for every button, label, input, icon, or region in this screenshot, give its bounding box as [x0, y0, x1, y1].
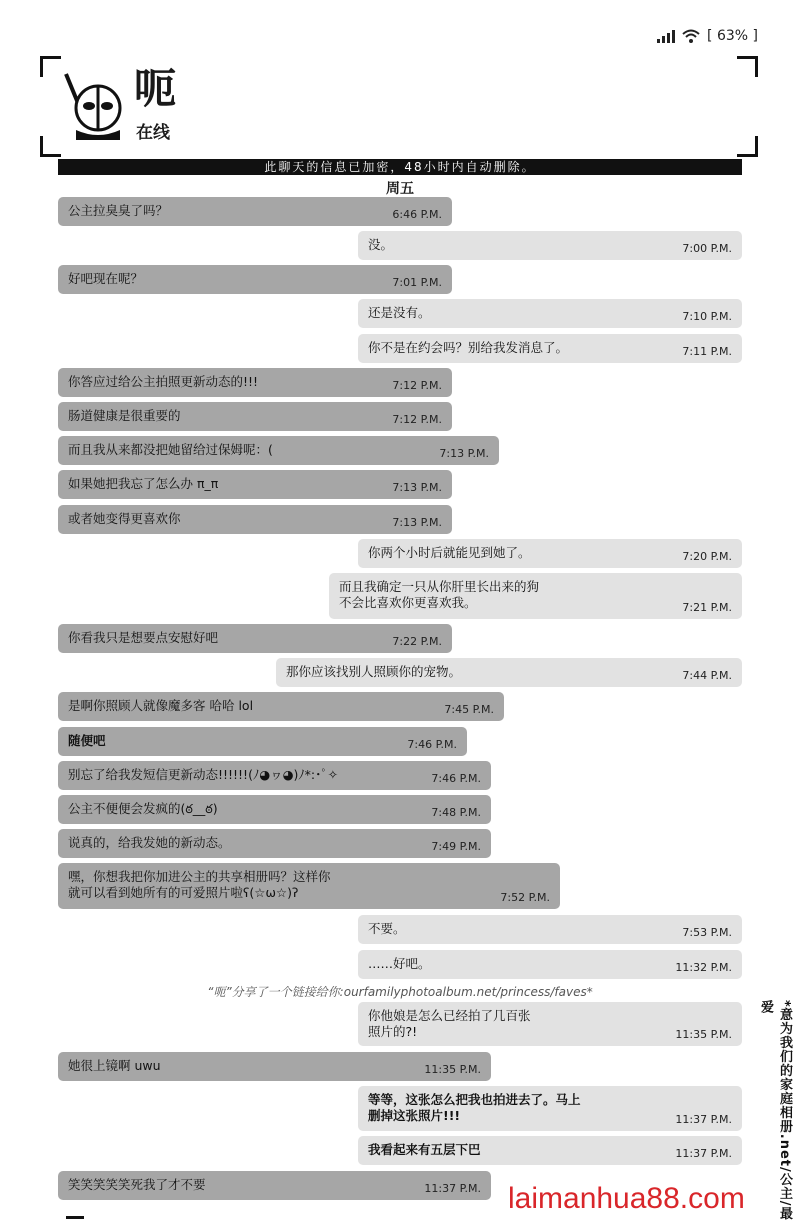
message-incoming[interactable] [58, 197, 452, 226]
message-text: 公主不便便会发疯的(ఠ__ఠ) [68, 801, 218, 816]
message-text: 不要。 [368, 921, 406, 936]
message-time: 7:13 P.M. [392, 481, 442, 494]
message-outgoing[interactable] [358, 1086, 742, 1131]
message-text: 说真的，给我发她的新动态。 [68, 835, 231, 850]
message-time: 7:12 P.M. [392, 379, 442, 392]
wifi-icon [681, 28, 701, 44]
message-time: 7:10 P.M. [682, 310, 732, 323]
message-outgoing[interactable] [358, 539, 742, 568]
message-text: 笑笑笑笑笑死我了才不要 [68, 1177, 206, 1192]
message-time: 7:20 P.M. [682, 550, 732, 563]
message-incoming[interactable] [58, 624, 452, 653]
battery-level: [ 63% ] [707, 28, 758, 44]
message-outgoing[interactable] [329, 573, 742, 619]
message-text: 好吧现在呢？ [68, 271, 144, 286]
signal-icon [657, 29, 675, 43]
message-time: 7:46 P.M. [431, 772, 481, 785]
translator-note: *意为我们的家庭相册.net/公主/最爱 [758, 1000, 792, 1221]
message-time: 7:22 P.M. [392, 635, 442, 648]
message-text: 你不是在约会吗？别给我发消息了。 [368, 340, 569, 355]
message-time: 7:46 P.M. [407, 738, 457, 751]
message-text: 等等，这张怎么把我也拍进去了。马上 删掉这张照片!!! [368, 1092, 581, 1123]
message-incoming[interactable] [58, 1052, 491, 1081]
message-text: 那你应该找别人照顾你的宠物。 [286, 664, 462, 679]
message-incoming[interactable] [58, 829, 491, 858]
message-text: 如果她把我忘了怎么办 π_π [68, 476, 219, 491]
encryption-banner: 此聊天的信息已加密，48小时内自动删除。 [58, 159, 742, 175]
message-incoming[interactable] [58, 368, 452, 397]
message-time: 7:13 P.M. [392, 516, 442, 529]
message-incoming[interactable] [58, 402, 452, 431]
message-text: 随便吧 [68, 733, 106, 748]
message-incoming[interactable] [58, 436, 499, 465]
message-time: 7:13 P.M. [439, 447, 489, 460]
frame-corner [737, 136, 758, 157]
message-text: 你看我只是想要点安慰好吧 [68, 630, 219, 645]
message-outgoing[interactable] [358, 1002, 742, 1046]
message-outgoing[interactable] [358, 915, 742, 944]
message-time: 7:52 P.M. [500, 891, 550, 904]
message-text: 她很上镜啊 uwu [68, 1058, 161, 1073]
message-text: 你答应过给公主拍照更新动态的!!! [68, 374, 259, 389]
day-label: 周五 [386, 181, 414, 197]
message-incoming[interactable] [58, 265, 452, 294]
contact-status: 在线 [136, 123, 170, 143]
message-time: 7:01 P.M. [392, 276, 442, 289]
message-text: 而且我从来都没把她留给过保姆呢：( [68, 442, 273, 457]
message-outgoing[interactable] [358, 334, 742, 363]
message-text: 我看起来有五层下巴 [368, 1142, 481, 1157]
message-time: 7:45 P.M. [444, 703, 494, 716]
message-incoming[interactable] [58, 727, 467, 756]
message-time: 7:21 P.M. [682, 601, 732, 614]
contact-name: 呃 [134, 64, 178, 113]
message-time: 11:37 P.M. [424, 1182, 481, 1195]
message-text: ……好吧。 [368, 956, 431, 971]
message-time: 7:12 P.M. [392, 413, 442, 426]
message-incoming[interactable] [58, 505, 452, 534]
message-text: 而且我确定一只从你肝里长出来的狗 不会比喜欢你更喜欢我。 [339, 579, 540, 610]
message-time: 7:11 P.M. [682, 345, 732, 358]
message-incoming[interactable] [58, 692, 504, 721]
message-time: 7:44 P.M. [682, 669, 732, 682]
message-time: 7:53 P.M. [682, 926, 732, 939]
message-text: 肠道健康是很重要的 [68, 408, 181, 423]
message-text: 或者她变得更喜欢你 [68, 511, 181, 526]
message-time: 11:35 P.M. [675, 1028, 732, 1041]
message-text: 公主拉臭臭了吗？ [68, 203, 169, 218]
message-time: 11:35 P.M. [424, 1063, 481, 1076]
message-outgoing[interactable] [358, 1136, 742, 1165]
frame-corner [737, 56, 758, 77]
status-bar [657, 28, 758, 44]
message-time: 6:46 P.M. [392, 208, 442, 221]
message-time: 11:37 P.M. [675, 1147, 732, 1160]
message-outgoing[interactable] [358, 950, 742, 979]
message-time: 11:32 P.M. [675, 961, 732, 974]
message-time: 7:48 P.M. [431, 806, 481, 819]
message-time: 7:49 P.M. [431, 840, 481, 853]
message-text: 你他娘是怎么已经拍了几百张 照片的?! [368, 1008, 531, 1039]
message-text: 你两个小时后就能见到她了。 [368, 545, 531, 560]
message-incoming[interactable] [58, 863, 560, 909]
message-time: 11:37 P.M. [675, 1113, 732, 1126]
message-incoming[interactable] [58, 1171, 491, 1200]
message-incoming[interactable] [58, 795, 491, 824]
message-text: 还是没有。 [368, 305, 431, 320]
message-text: 没。 [368, 237, 394, 252]
message-outgoing[interactable] [358, 231, 742, 260]
message-incoming[interactable] [58, 761, 491, 790]
message-outgoing[interactable] [358, 299, 742, 328]
message-text: 是啊你照顾人就像魔多客 哈哈 lol [68, 698, 254, 713]
message-time: 7:00 P.M. [682, 242, 732, 255]
message-incoming[interactable] [58, 470, 452, 499]
watermark: laimanhua88.com [508, 1182, 745, 1215]
message-outgoing[interactable] [276, 658, 742, 687]
typing-indicator [66, 1216, 84, 1219]
message-text: 别忘了给我发短信更新动态!!!!!!(ﾉ◕ヮ◕)ﾉ*:･ﾟ✧ [68, 767, 339, 782]
message-text: 嘿，你想我把你加进公主的共享相册吗？这样你 就可以看到她所有的可爱照片啦ʕ(☆ω☆)ʔ [68, 869, 331, 900]
shared-link-notice[interactable]: “呃”分享了一个链接给你:ourfamilyphotoalbum.net/princess/faves* [207, 985, 593, 999]
contact-avatar[interactable] [58, 68, 128, 140]
